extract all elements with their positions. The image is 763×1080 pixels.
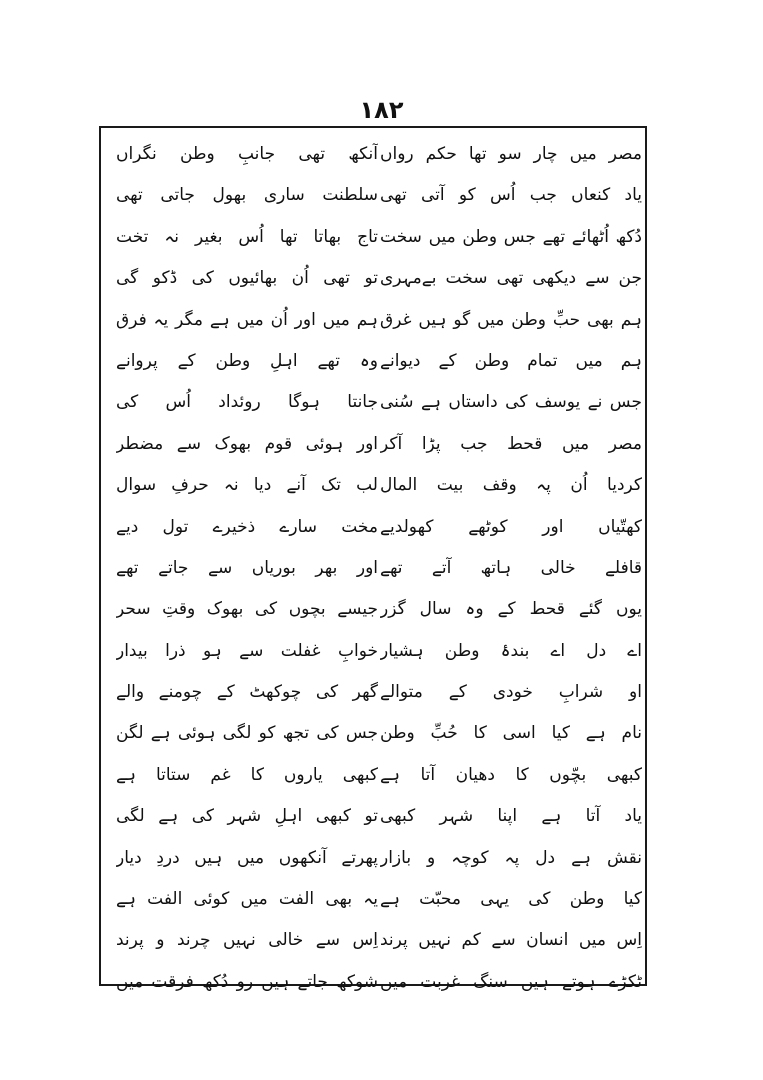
verse-line: سلطنت ساری بھول جاتی تھی: [116, 185, 378, 206]
verse-line: شوکھ جاتے ہیں رو دُکھ فرقت میں: [116, 971, 378, 992]
verse-line: قافلے خالی ہاتھ آتے تھے: [380, 557, 642, 578]
verse-line: اِس سے خالی نہیں چرند و پرند: [116, 930, 378, 951]
verse-line: تو تھی اُن بھائیوں کی ڈکو گی: [116, 268, 378, 289]
verse-line: نام ہے کیا اسی کا حُبِّ وطن: [380, 723, 642, 744]
verse-line: اور بھر بوریاں سے جاتے تھے: [116, 557, 378, 578]
verse-line: تاج بھاتا تھا اُس بغیر نہ تخت: [116, 226, 378, 247]
verse-line: یاد کنعاں جب اُس کو آتی تھی: [380, 185, 642, 206]
verse-line: لب تک آنے دیا نہ حرفِ سوال: [116, 475, 378, 496]
verse-line: خوابِ غفلت سے ہو ذرا بیدار: [116, 640, 378, 661]
verse-line: ہم میں اور اُن میں ہے مگر یہ فرق: [116, 309, 378, 330]
verse-line: اِس میں انسان سے کم نہیں پرند: [380, 930, 642, 951]
verse-line: یاد آتا ہے اپنا شہر کبھی: [380, 806, 642, 827]
verse-line: جیسے بچوں کی بھوک وقتِ سحر: [116, 599, 378, 620]
page-number: ۱۸۲: [359, 96, 404, 124]
verse-line: کھتّیاں اور کوٹھے کھولدیے: [380, 516, 642, 537]
verse-line: مصر میں چار سو تھا حکم رواں: [380, 144, 642, 164]
verse-line: گھر کی چوکھٹ کے چومنے والے: [116, 682, 378, 703]
verse-line: او شرابِ خودی کے متوالے: [380, 682, 642, 703]
verse-line: کبھی یاروں کا غم ستاتا ہے: [116, 764, 378, 785]
verse-line: جن سے دیکھی تھی سخت بےمہری: [380, 268, 642, 289]
verse-line: مصر میں قحط جب پڑا آکر: [380, 433, 642, 454]
verse-line: یوں گئے قحط کے وہ سال گزر: [380, 599, 642, 620]
verse-line: جس نے یوسف کی داستاں ہے سُنی: [380, 392, 642, 413]
verse-line: ہم بھی حبِّ وطن میں گو ہیں غرق: [380, 309, 642, 330]
verse-line: کبھی بچّوں کا دھیان آتا ہے: [380, 764, 642, 785]
verse-line: وہ تھے اہلِ وطن کے پروانے: [116, 350, 378, 371]
verse-line: ٹکڑے ہوتے ہیں سنگ غربت میں: [380, 971, 642, 992]
verse-line: دُکھ اُٹھائے تھے جس وطن میں سخت: [380, 226, 642, 247]
verse-line: یہ بھی الفت میں کوئی الفت ہے: [116, 889, 378, 910]
verse-line: ہم میں تمام وطن کے دیوانے: [380, 350, 642, 371]
verse-line: آنکھ تھی جانبِ وطن نگراں: [116, 144, 378, 164]
verse-line: پھرتے آنکھوں میں ہیں دردِ دیار: [116, 847, 378, 868]
verse-line: کردیا اُن پہ وقف بیت المال: [380, 475, 642, 496]
verse-line: اور ہوئی قوم بھوک سے مضطر: [116, 433, 378, 454]
verse-line: تو کبھی اہلِ شہر کی ہے لگی: [116, 806, 378, 827]
verse-line: مخت سارے ذخیرے تول دیے: [116, 516, 378, 537]
verse-line: جس کی تجھ کو لگی ہوئی ہے لگن: [116, 723, 378, 744]
verse-line: جانتا ہوگا روئداد اُس کی: [116, 392, 378, 413]
verse-line: اے دل اے بندۂ وطن ہشیار: [380, 640, 642, 661]
verse-line: کیا وطن کی یہی محبّت ہے: [380, 889, 642, 910]
left-verse-column: [116, 134, 378, 1003]
right-verse-column: [380, 134, 642, 1003]
verse-line: نقش ہے دل پہ کوچہ و بازار: [380, 847, 642, 868]
